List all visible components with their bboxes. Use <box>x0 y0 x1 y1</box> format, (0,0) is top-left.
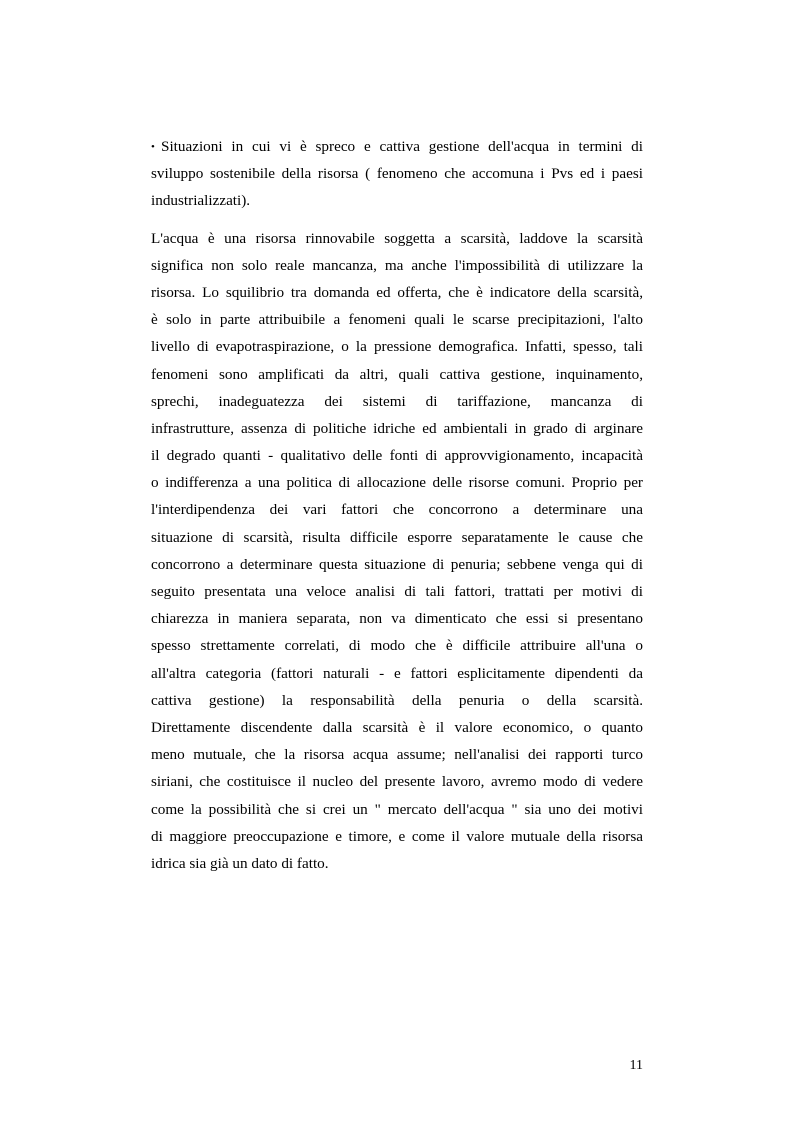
paragraph-line: siriani, che costituisce il nucleo del presente lavoro, avremo modo di vedere <box>151 773 643 791</box>
body-text <box>151 133 643 877</box>
paragraph-line: chiarezza in maniera separata, non va dimenticato che essi si presentano <box>151 610 643 628</box>
paragraph-gap <box>151 215 643 225</box>
paragraph-line: all'altra categoria (fattori naturali - e fattori esplicitamente dipendenti da <box>151 664 643 682</box>
paragraph-line: concorrono a determinare questa situazione di penuria; sebbene venga qui di <box>151 555 643 573</box>
paragraph-line: significa non solo reale mancanza, ma anche l'impossibilità di utilizzare la <box>151 256 643 274</box>
bullet-icon: • <box>151 141 155 153</box>
page-number: 11 <box>629 1058 643 1073</box>
paragraph-line: spesso strettamente correlati, di modo che è difficile attribuire all'una o <box>151 637 643 655</box>
paragraph-line: l'interdipendenza dei vari fattori che concorrono a determinare una <box>151 501 643 519</box>
bullet-line <box>151 133 643 160</box>
paragraph-line: sprechi, inadeguatezza dei sistemi di tariffazione, mancanza di <box>151 392 643 410</box>
paragraph-line: Direttamente discendente dalla scarsità è il valore economico, o quanto <box>151 718 643 736</box>
paragraph-line: o indifferenza a una politica di allocazione delle risorse comuni. Proprio per <box>151 474 643 492</box>
paragraph-line: L'acqua è una risorsa rinnovabile soggetta a scarsità, laddove la scarsità <box>151 229 643 247</box>
paragraph-line: infrastrutture, assenza di politiche idriche ed ambientali in grado di arginare <box>151 419 643 437</box>
paragraph-line: è solo in parte attribuibile a fenomeni quali le scarse precipitazioni, l'alto <box>151 311 643 329</box>
paragraph-line: come la possibilità che si crei un " mercato dell'acqua " sia uno dei motivi <box>151 800 643 818</box>
bullet-line: industrializzati). <box>151 192 251 210</box>
paragraph <box>151 225 643 878</box>
paragraph-line: seguito presentata una veloce analisi di tali fattori, trattati per motivi di <box>151 583 643 600</box>
bullet-line: sviluppo sostenibile della risorsa ( fenomeno che accomuna i Pvs ed i paesi <box>151 165 643 183</box>
paragraph-line: meno mutuale, che la risorsa acqua assume; nell'analisi dei rapporti turco <box>151 746 643 764</box>
paragraph-line: situazione di scarsità, risulta difficile esporre separatamente le cause che <box>151 528 643 546</box>
paragraph-line: di maggiore preoccupazione e timore, e come il valore mutuale della risorsa <box>151 827 643 845</box>
paragraph-line: risorsa. Lo squilibrio tra domanda ed offerta, che è indicatore della scarsità, <box>151 283 643 301</box>
paragraph-line: cattiva gestione) la responsabilità della penuria o della scarsità. <box>151 691 643 709</box>
paragraph-line: il degrado quanti - qualitativo delle fonti di approvvigionamento, incapacità <box>151 447 643 465</box>
bullet-item <box>151 133 643 215</box>
paragraph-line: fenomeni sono amplificati da altri, quali cattiva gestione, inquinamento, <box>151 365 643 383</box>
paragraph-line: livello di evapotraspirazione, o la pressione demografica. Infatti, spesso, tali <box>151 338 643 356</box>
bullet-line-text: Situazioni in cui vi è spreco e cattiva gestione dell'acqua in termini di <box>161 138 643 155</box>
paragraph-line: idrica sia già un dato di fatto. <box>151 854 329 872</box>
